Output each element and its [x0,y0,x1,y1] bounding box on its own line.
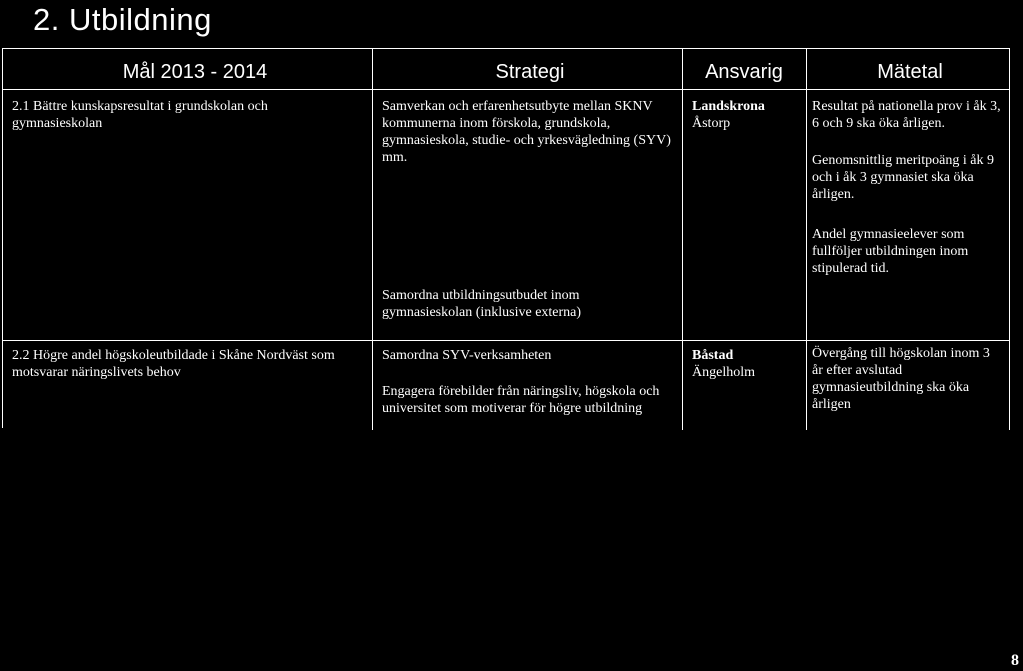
header-goal: Mål 2013 - 2014 [122,61,268,83]
row-2-responsible-other: Ängelholm [692,365,755,380]
row-2-strategy-1: Samordna SYV-verksamheten [382,348,552,363]
row-1-metric-3: Andel gymnasieelever som fullföljer utbildningen inom stipulerad tid. [812,227,969,276]
table-col-divider-2 [682,48,683,430]
row-1-responsible-other: Åstorp [692,116,731,131]
table-header-border [2,89,1010,90]
row-1-strategy-2: Samordna utbildningsutbudet inom gymnasieskolan (inklusive externa) [382,288,582,320]
row-1-responsible-lead: Landskrona [692,99,765,114]
header-responsible: Ansvarig [705,61,783,83]
table-col-divider-3 [806,48,807,430]
table-top-border [2,48,1010,49]
header-metric: Mätetal [877,61,943,83]
row-1-metric-1: Resultat på nationella prov i åk 3, 6 och 9 ska öka årligen. [812,99,1001,131]
row-2-goal: 2.2 Högre andel högskoleutbildade i Skåne Nordväst som motsvarar näringslivets behov [12,348,335,380]
row-1-strategy-1: Samverkan och erfarenhetsutbyte mellan SKNV kommunerna inom förskola, grundskola, gymnasieskola, studie- och yrkesvägledning (SYV) mm. [382,99,671,165]
row-1-metric-2: Genomsnittlig meritpoäng i åk 9 och i åk 3 gymnasiet ska öka årligen. [812,153,994,202]
row-2-responsible-lead: Båstad [692,348,734,363]
row-2-strategy-2: Engagera förebilder från näringsliv, högskola och universitet som motiverar för högre utbildning [382,384,660,416]
section-title: 2. Utbildning [33,2,212,37]
table-col-divider-1 [372,48,373,430]
row-2-metric-1: Övergång till högskolan inom 3 år efter avslutad gymnasieutbildning ska öka årligen [812,346,990,412]
table-right-border [1009,48,1010,430]
row-1-goal: 2.1 Bättre kunskapsresultat i grundskolan och gymnasieskolan [12,99,268,131]
header-strategy: Strategi [495,61,565,83]
table-left-border [2,48,3,428]
page-number: 8 [1011,652,1019,669]
table-row-divider [2,340,1010,341]
